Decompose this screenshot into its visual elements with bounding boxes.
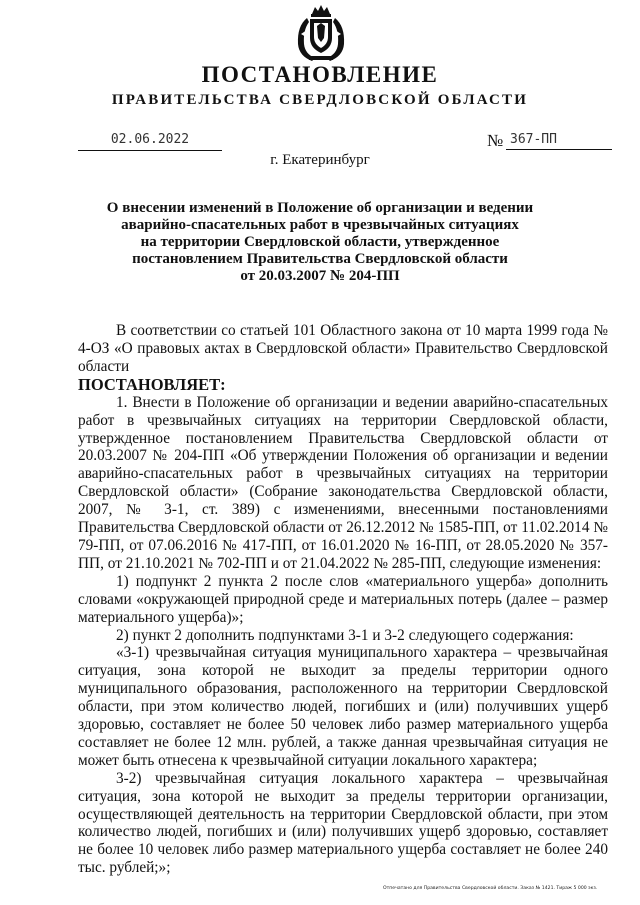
subitem-1-paragraph: 1) подпункт 2 пункта 2 после слов «материального ущерба» дополнить словами «окружающей природной среде и материальных потерь (далее – размер материального ущерба)»; bbox=[78, 572, 608, 626]
item-1-paragraph: 1. Внести в Положение об организации и ведении аварийно-спасательных работ в чрезвычайных ситуациях на территории Свердловской области, утвержденное постановлением Правительства Свердловской области от 20.03.2007 № 204-ПП «Об утверждении Положения об организации и ведении аварийно-спасательных работ в чрезвычайных ситуациях на территории Свердловской области» (Собрание законодательства Свердловской области, 2007, № 3-1, ст. 389) с изменениями, внесенными постановлениями Правительства Свердловской области от 26.12.2012 № 1585-ПП, от 11.02.2014 № 79-ПП, от 07.06.2016 № 417-ПП, от 16.01.2020 № 16-ПП, от 28.05.2020 № 357-ПП, от 21.10.2021 № 702-ПП и от 21.04.2022 № 285-ПП, следующие изменения: bbox=[78, 393, 608, 572]
heading-line: аварийно-спасательных работ в чрезвычайных ситуациях bbox=[121, 217, 519, 233]
clause-3-1-paragraph: «3-1) чрезвычайная ситуация муниципального характера – чрезвычайная ситуация, зона которой не выходит за пределы территории одного муниципального образования, расположенного на территории Свердловской области, при этом количество людей, погибших и (или) получивших ущерб здоровью, составляет не более 50 человек либо размер материального ущерба составляет не более 12 млн. рублей, а также данная чрезвычайная ситуация не может быть отнесена к чрезвычайной ситуации локального характера; bbox=[78, 644, 608, 769]
heading-line: от 20.03.2007 № 204-ПП bbox=[240, 268, 400, 284]
subitem-2-paragraph: 2) пункт 2 дополнить подпунктами 3-1 и 3-2 следующего содержания: bbox=[116, 626, 574, 644]
print-imprint: Отпечатано для Правительства Свердловской области. Заказ № 1421. Тираж 5 000 экз. bbox=[383, 886, 598, 891]
heading-line: О внесении изменений в Положение об организации и ведении bbox=[106, 200, 534, 216]
heading-line: постановлением Правительства Свердловской области bbox=[132, 251, 508, 267]
document-city: г. Екатеринбург bbox=[270, 152, 370, 168]
document-number: 367-ПП bbox=[506, 130, 612, 150]
decree-word: ПОСТАНОВЛЯЕТ: bbox=[78, 374, 226, 394]
heading-line: на территории Свердловской области, утвержденное bbox=[140, 234, 500, 250]
document-title: ПОСТАНОВЛЕНИЕ bbox=[201, 62, 439, 87]
number-label: № bbox=[487, 131, 504, 150]
preamble-paragraph: В соответствии со статьей 101 Областного закона от 10 марта 1999 года № 4-ОЗ «О правовых актах в Свердловской области» Правительство Свердловской области bbox=[78, 322, 608, 375]
document-heading bbox=[0, 200, 640, 285]
coat-of-arms-icon bbox=[295, 4, 347, 62]
document-body bbox=[78, 322, 608, 877]
document-date: 02.06.2022 bbox=[78, 130, 222, 151]
document-subtitle: ПРАВИТЕЛЬСТВА СВЕРДЛОВСКОЙ ОБЛАСТИ bbox=[111, 92, 529, 108]
clause-3-2-paragraph: 3-2) чрезвычайная ситуация локального характера – чрезвычайная ситуация, зона которой не выходит за пределы территории организации, осуществляющей деятельность на территории Свердловской области, при этом количество людей, погибших и (или) получивших ущерб здоровью, составляет не более 10 человек либо размер материального ущерба составляет не более 240 тыс. рублей;»; bbox=[78, 769, 608, 877]
